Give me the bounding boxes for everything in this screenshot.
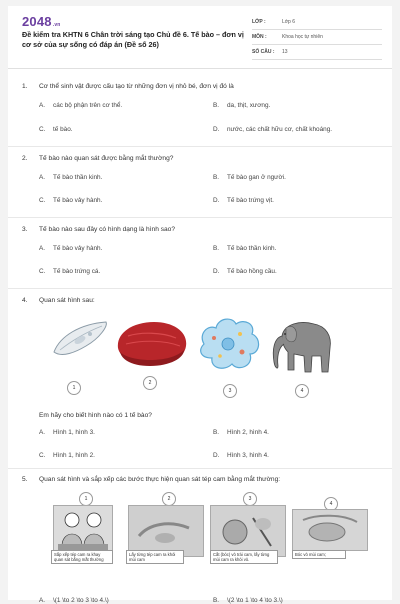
option-a[interactable]: A. các bộ phận trên cơ thể.: [39, 102, 123, 109]
option-d[interactable]: D. Tế bào trứng vịt.: [213, 197, 274, 204]
question-text: 2. Tế bào nào quan sát được bằng mắt thường?: [22, 155, 174, 162]
question-3: [22, 225, 382, 275]
divider: [8, 288, 392, 289]
exam-meta: [252, 15, 382, 60]
divider: [8, 146, 392, 147]
amoeba-image: [194, 314, 264, 374]
question-text: 4. Quan sát hình sau:: [22, 297, 95, 304]
site-logo[interactable]: 2048.vn: [22, 14, 61, 29]
question-text: 5. Quan sát hình và sắp xếp các bước thực hiện quan sát tép cam bằng mắt thường:: [22, 476, 281, 483]
meta-row-subject: MÔN : Khoa học tự nhiên: [252, 30, 382, 45]
paramecium-image: [50, 318, 112, 360]
question-2: [22, 154, 382, 204]
step-number-1: 1: [79, 492, 93, 506]
page-header: [8, 6, 392, 69]
question-4: [22, 296, 382, 459]
option-b[interactable]: B. Tế bào thần kinh.: [213, 245, 277, 252]
page: [8, 6, 392, 604]
option-b[interactable]: B. da, thịt, xương.: [213, 102, 271, 109]
figure-number-3: 3: [223, 384, 237, 398]
option-c[interactable]: C. Tế bào vảy hành.: [39, 197, 103, 204]
step-caption-3: Cắt (bóc) vỏ trái cam, lấy từng múi cam ra khỏi vỏ.: [210, 550, 278, 564]
option-c[interactable]: C. tế bào.: [39, 126, 73, 133]
option-c[interactable]: C. Hình 1, hình 2.: [39, 452, 95, 459]
option-d[interactable]: D. Hình 3, hình 4.: [213, 452, 269, 459]
question-text: 1. Cơ thể sinh vật được cấu tạo từ những đơn vị nhỏ bé, đơn vị đó là: [22, 83, 234, 90]
elephant-image: [266, 314, 338, 378]
divider: [8, 217, 392, 218]
meat-image: [114, 318, 190, 368]
step-caption-2: Lấy từng tép cam ra khỏi múi cam: [126, 550, 184, 564]
option-c[interactable]: C. Tế bào trứng cá.: [39, 268, 101, 275]
option-b[interactable]: B. Tế bào gan ở người.: [213, 174, 286, 181]
option-d[interactable]: D. Tế bào hồng cầu.: [213, 268, 277, 275]
option-d[interactable]: D. nước, các chất hữu cơ, chất khoáng.: [213, 126, 333, 133]
option-b[interactable]: B. \(2 \to 1 \to 4 \to 3.\): [213, 597, 283, 604]
figure-number-4: 4: [295, 384, 309, 398]
step-number-3: 3: [243, 492, 257, 506]
step-caption-4: Bóc vỏ múi cam;: [292, 550, 346, 559]
question-5: [22, 475, 382, 604]
divider: [8, 468, 392, 469]
figure-number-1: 1: [67, 381, 81, 395]
meta-row-count: SỐ CÂU : 13: [252, 45, 382, 60]
option-a[interactable]: A. \(1 \to 2 \to 3 \to 4.\): [39, 597, 109, 604]
step-caption-1: Sắp xếp tép cam ra khay quan sát bằng mắt thường: [51, 550, 113, 564]
step-image-4: [292, 509, 368, 551]
question-1: [22, 82, 382, 133]
option-a[interactable]: A. Hình 1, hình 3.: [39, 429, 95, 436]
meta-row-class: LỚP : Lớp 6: [252, 15, 382, 30]
figure-number-2: 2: [143, 376, 157, 390]
option-a[interactable]: A. Tế bào thần kinh.: [39, 174, 103, 181]
step-number-4: 4: [324, 497, 338, 511]
page-title: Đề kiểm tra KHTN 6 Chân trời sáng tạo Chủ đề 6. Tế bào – đơn vị cơ sở của sự sống có đáp án (Đề số 26): [22, 30, 244, 49]
option-a[interactable]: A. Tế bào vảy hành.: [39, 245, 103, 252]
question-text: 3. Tế bào nào sau đây có hình dạng là hình sao?: [22, 226, 176, 233]
step-number-2: 2: [162, 492, 176, 506]
option-b[interactable]: B. Hình 2, hình 4.: [213, 429, 269, 436]
question-subtext: Em hãy cho biết hình nào có 1 tế bào?: [39, 412, 152, 419]
